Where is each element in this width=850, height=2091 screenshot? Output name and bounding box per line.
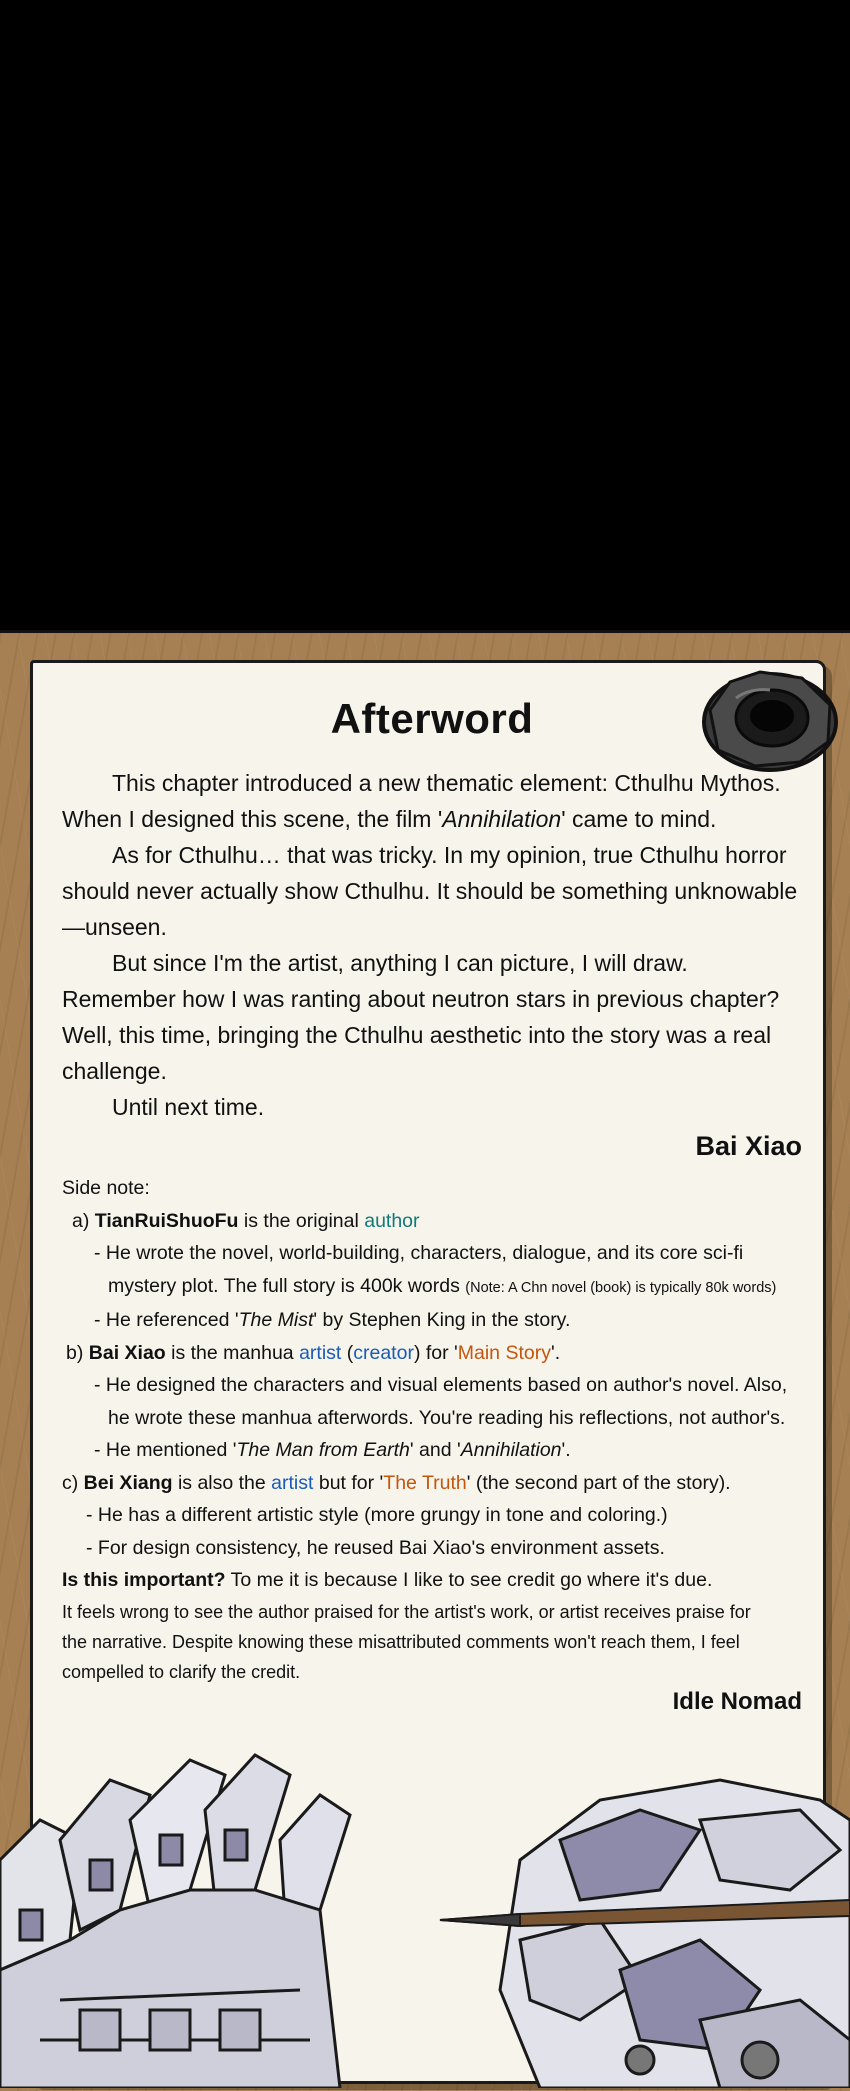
paragraph-4-text: But since I'm the artist, anything I can picture, I will draw.: [112, 950, 688, 976]
author-role: author: [364, 1209, 420, 1232]
side-note-a-item-1: [62, 1237, 802, 1304]
paragraph-2-text-a: When I designed this scene, the film ': [62, 806, 443, 832]
artist-name-bai-xiao: Bai Xiao: [88, 1341, 166, 1364]
side-note-c-text-2: but for ': [313, 1471, 384, 1494]
book-title-the-mist: The Mist: [238, 1309, 314, 1331]
afterword-paragraph-4: [62, 945, 802, 981]
artist-name-bei-xiang: Bei Xiang: [83, 1471, 173, 1494]
side-note-a-item-1-text: - He wrote the novel, world-building, characters, dialogue, and its core sci-fi mystery plot. The full story is 400k words: [94, 1242, 744, 1297]
afterword-paragraph-3: [62, 837, 802, 945]
side-note-heading: Side note:: [62, 1177, 150, 1199]
paragraph-1-text: This chapter introduced a new thematic element: Cthulhu Mythos.: [112, 770, 781, 796]
side-note-a-item-2-pre: - He referenced ': [94, 1309, 239, 1331]
side-note-c-item-1: - He has a different artistic style (more grungy in tone and coloring.): [86, 1504, 668, 1526]
side-note-b-paren-open: (: [341, 1341, 354, 1364]
side-note-b: [62, 1337, 802, 1370]
side-note-c-item-2: - For design consistency, he reused Bai Xiao's environment assets.: [86, 1536, 665, 1559]
paragraph-2-text-b: ' came to mind.: [561, 806, 717, 832]
paragraph-6-text: Until next time.: [112, 1094, 265, 1120]
side-note-b-item-2-post: '.: [561, 1439, 571, 1461]
artist-role: artist: [299, 1341, 342, 1364]
side-note-b-item-2-mid: ' and ': [409, 1439, 461, 1461]
importance-answer: To me it is because I like to see credit go where it's due.: [225, 1569, 713, 1591]
afterword-paragraph-2: [62, 801, 802, 837]
side-note-c-text-3: ' (the second part of the story).: [466, 1471, 731, 1494]
artist-role-2: artist: [271, 1471, 314, 1494]
author-name: TianRuiShuoFu: [94, 1209, 239, 1232]
side-note-a-item-1-note: (Note: A Chn novel (book) is typically 80k words): [465, 1279, 777, 1296]
side-note-b-item-2-pre: - He mentioned ': [94, 1439, 237, 1461]
side-note-b-item-1: - He designed the characters and visual elements based on author's novel. Also, he wrote these manhua afterwords. You're reading his reflections, not author's.: [94, 1374, 788, 1429]
side-note-c-prefix: c): [62, 1471, 84, 1494]
robot-hands-illustration: [0, 1740, 850, 2088]
film-title-annihilation-2: Annihilation: [460, 1439, 562, 1461]
afterword-paragraph-6: [62, 1089, 802, 1125]
side-note-c: [62, 1467, 802, 1500]
side-note-a-item-2: [62, 1304, 802, 1337]
afterword-paragraph-1: [62, 765, 802, 801]
left-robot-hand: [0, 1755, 350, 2088]
film-title-annihilation: Annihilation: [442, 806, 562, 832]
side-note-b-item-2: [62, 1434, 802, 1467]
paragraph-3-text: As for Cthulhu… that was tricky. In my opinion, true Cthulhu horror should never actually show Cthulhu. It should be something unknowable—unseen.: [62, 842, 798, 940]
creator-role: creator: [353, 1341, 414, 1364]
the-truth-label: The Truth: [383, 1471, 467, 1494]
side-note-a-prefix: a): [72, 1209, 95, 1232]
side-note-b-end: '.: [550, 1341, 561, 1364]
right-robot-hand: [500, 1780, 850, 2088]
side-note-a-text: is the original: [238, 1209, 365, 1232]
side-note-b-prefix: b): [66, 1341, 89, 1364]
closing-paragraph: It feels wrong to see the author praised for the artist's work, or artist receives praise for the narrative. Despite knowing these misattributed comments won't reach them, I feel compelled to clarify the credit.: [62, 1601, 751, 1682]
black-top-panel: [0, 0, 850, 630]
page-title: Afterword: [330, 695, 534, 742]
side-note-c-text: is also the: [172, 1471, 272, 1494]
side-note-b-paren-close: ) for ': [413, 1341, 458, 1364]
side-note-b-text: is the manhua: [165, 1341, 300, 1364]
afterword-content: [62, 695, 802, 1717]
afterword-paragraph-5: [62, 981, 802, 1089]
importance-question: Is this important?: [62, 1569, 226, 1591]
paragraph-5-text: Remember how I was ranting about neutron stars in previous chapter? Well, this time, bringing the Cthulhu aesthetic into the story was a real challenge.: [62, 986, 780, 1084]
side-note-a: [62, 1205, 802, 1238]
side-note-signature: Idle Nomad: [672, 1687, 802, 1715]
afterword-signature: Bai Xiao: [695, 1131, 802, 1161]
importance-line: [62, 1564, 802, 1597]
side-note-a-item-2-post: ' by Stephen King in the story.: [313, 1309, 571, 1331]
film-title-man-from-earth: The Man from Earth: [236, 1439, 410, 1461]
main-story-label: Main Story: [457, 1341, 551, 1364]
